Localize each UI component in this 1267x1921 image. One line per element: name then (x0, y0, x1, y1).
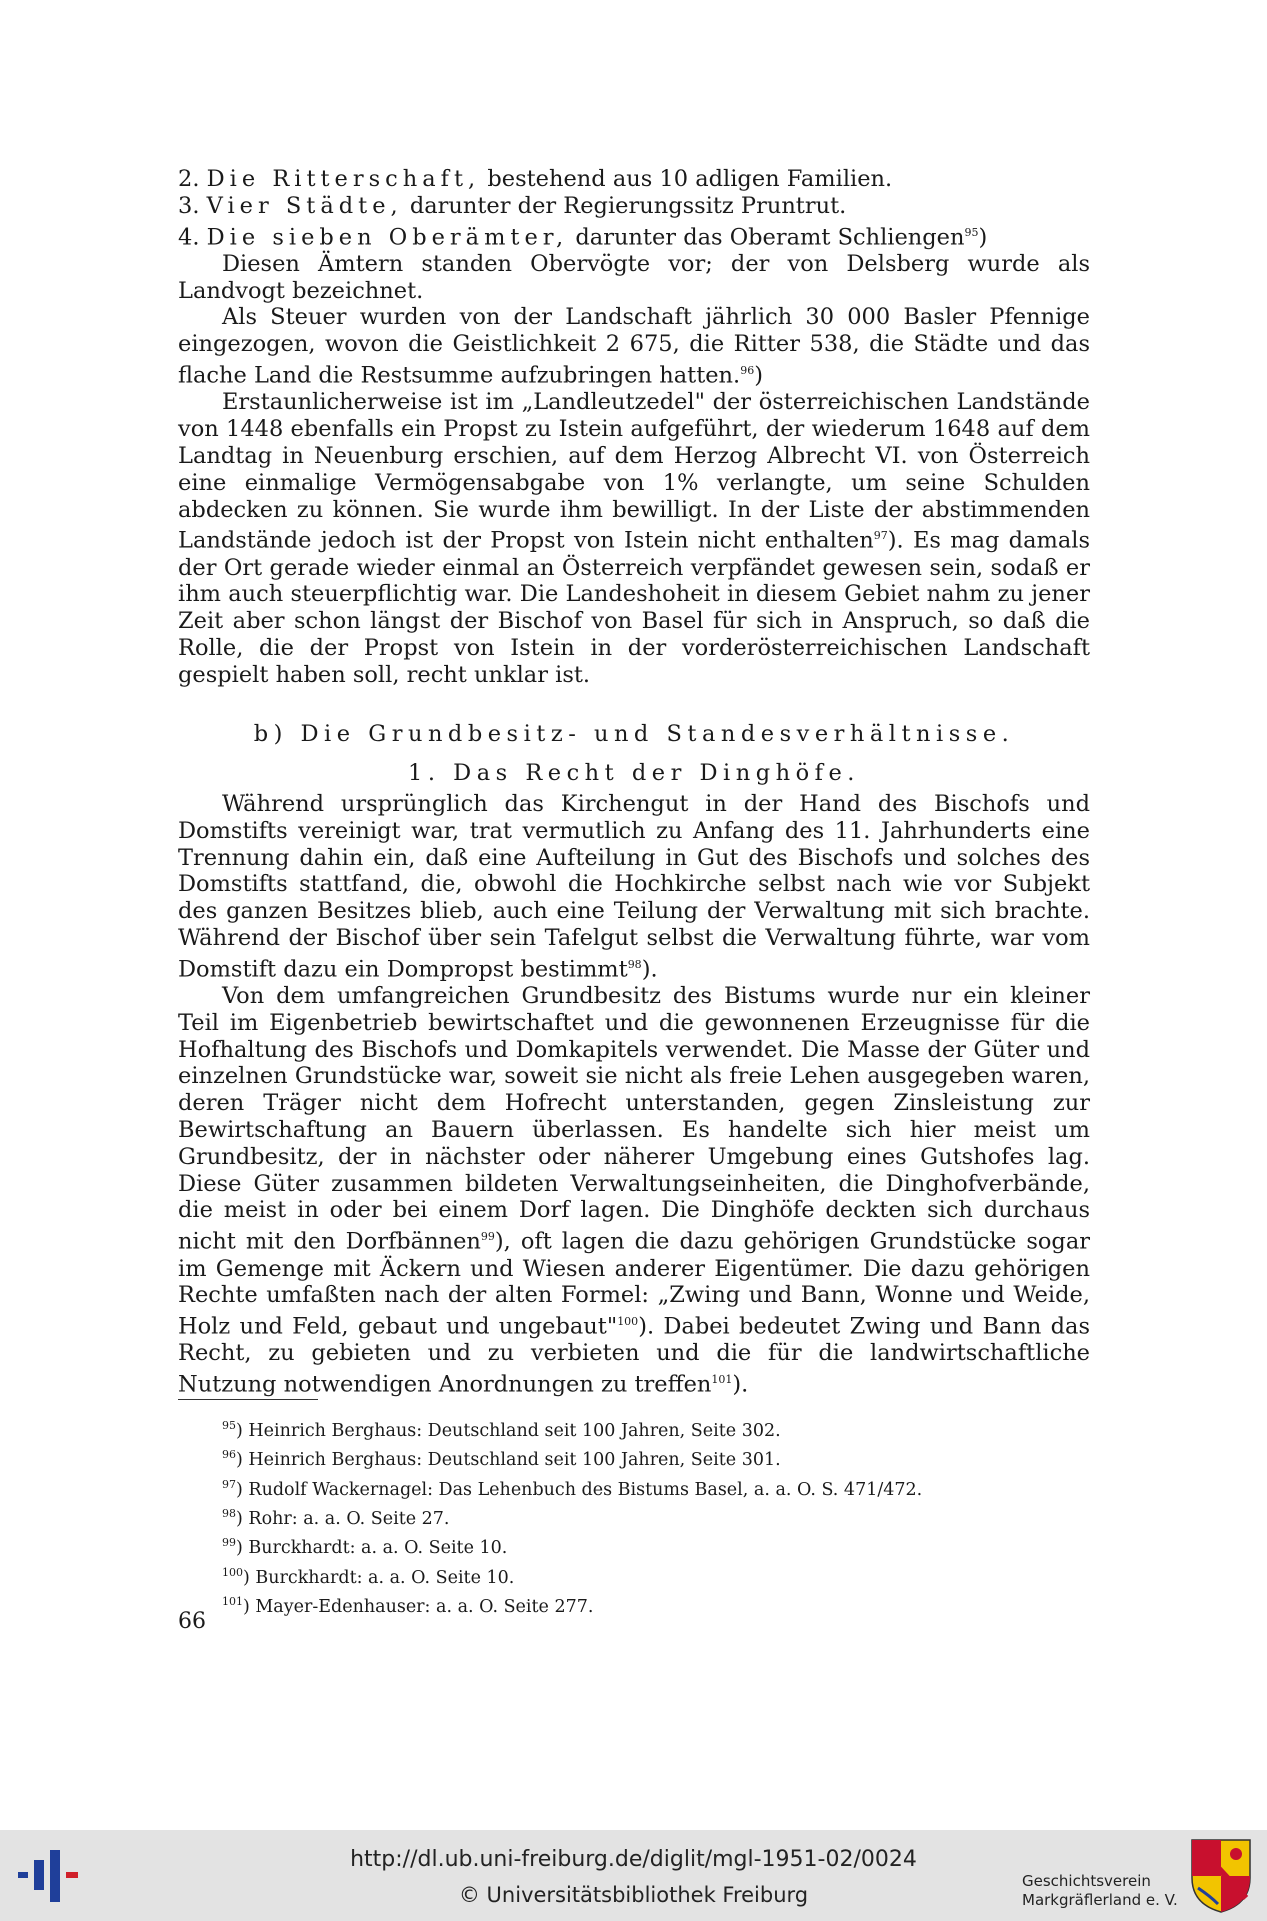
footnote-ref: 101 (711, 1373, 733, 1387)
list-number: 3. (178, 192, 200, 219)
list-term: Die sieben Oberämter, (206, 224, 569, 251)
footnote (222, 1473, 1102, 1502)
list-tail: ) (978, 224, 988, 251)
footnote (222, 1531, 1102, 1560)
paragraph (178, 251, 1090, 305)
paragraph-text: Von dem umfangreichen Grundbesitz des Bistums wurde nur ein kleiner Teil im Eigenbetrieb bewirtschaftet und die gewonnenen Erzeugnisse für die Hofhaltung des Bischofs und Domkapitels verwendet. Die Masse der Güter und einzelnen Grundstücke war, soweit sie nicht als freie Lehen ausgegeben waren, deren Träger nicht dem Hofrecht unterstanden, gegen Zinsleistung zur Bewirtschaftung an Bauern überlassen. Es handelte sich hier meist um Grundbesitz, der in nächster oder näherer Umgebung eines Gutshofes lag. Diese Güter zusammen bildeten Verwaltungseinheiten, die Dinghofverbände, die meist in oder bei einem Dorf lagen. Die Dinghöfe deckten sich durchaus nicht mit den Dorfbännen (178, 983, 1090, 1255)
list-text: darunter das Oberamt Schliengen (568, 224, 965, 251)
paragraph-tail: ) (754, 362, 763, 389)
paragraph-tail: ), oft lagen die dazu gehörigen Grundstücke sogar im Gemenge mit Äckern und Wiesen anderer Eigentümer. Die dazu gehörigen Rechte umfaßten nach der alten Formel: „Zwing und Bann, Wonne und Weide, Holz und Feld, gebaut und ungebaut" (178, 1228, 1090, 1340)
list-number: 4. (178, 224, 200, 251)
footnote (222, 1502, 1102, 1531)
footnote-ref: 97 (873, 529, 888, 543)
footnote-divider (178, 1399, 318, 1400)
page-number: 66 (178, 1609, 206, 1634)
list-text: darunter der Regierungssitz Pruntrut. (402, 192, 847, 219)
paragraph-text: Während ursprünglich das Kirchengut in der Hand des Bischofs und Domstifts vereinigt war, trat vermutlich zu Anfang des 11. Jahrhunderts eine Trennung dahin ein, daß eine Aufteilung in Gut des Bischofs und solches des Domstifts stattfand, die, obwohl die Hochkirche selbst nach wie vor Subjekt des ganzen Besitzes blieb, auch eine Teilung der Verwaltung mit sich brachte. Während der Bischof über sein Tafelgut selbst die Verwaltung führte, war vom Domstift dazu ein Dompropst bestimmt (178, 791, 1090, 983)
paragraph-text: Erstaunlicherweise ist im „Landleutzedel" der österreichischen Landstände von 1448 ebenfalls ein Propst zu Istein aufgeführt, der wiederum 1648 auf dem Landtag in Neuenburg erschien, auf dem Herzog Albrecht VI. von Österreich eine einmalige Vermögensabgabe von 1% verlangte, um seine Schulden abdecken zu können. Sie wurde ihm bewilligt. In der Liste der abstimmenden Landstände jedoch ist der Propst von Istein nicht enthalten (178, 389, 1090, 554)
footnote-ref: 95 (964, 225, 979, 239)
paragraph (178, 791, 1090, 983)
section-heading: b) Die Grundbesitz- und Standesverhältnisse. (253, 721, 1015, 747)
footnote-ref: 100 (617, 1315, 639, 1329)
footnote-text: ) Rohr: a. a. O. Seite 27. (236, 1508, 450, 1529)
list-item (178, 193, 1090, 220)
footnote-ref: 99 (480, 1230, 495, 1244)
paragraph (178, 983, 1090, 1398)
footnotes (222, 1414, 1102, 1619)
footnote (222, 1443, 1102, 1472)
footnote-number: 95 (222, 1419, 236, 1432)
list-text: bestehend aus 10 adligen Familien. (480, 166, 893, 192)
footnote (222, 1590, 1102, 1619)
footnote-number: 100 (222, 1565, 243, 1579)
paragraph-text: Als Steuer wurden von der Landschaft jährlich 30 000 Basler Pfennige eingezogen, wovon die Geistlichkeit 2 675, die Ritter 538, die Städte und das flache Land die Restsumme aufzubringen hatten. (178, 304, 1090, 389)
association-name (1022, 1872, 1178, 1910)
footnote (222, 1414, 1102, 1443)
footnote-text: ) Heinrich Berghaus: Deutschland seit 100 Jahren, Seite 302. (236, 1420, 781, 1441)
paragraph (178, 304, 1090, 389)
copyright-notice: © Universitätsbibliothek Freiburg (458, 1883, 809, 1907)
footnote-text: ) Mayer-Edenhauser: a. a. O. Seite 277. (243, 1596, 594, 1617)
footnote-number: 96 (222, 1448, 236, 1462)
list-number: 2. (178, 166, 200, 192)
footnote-text: ) Heinrich Berghaus: Deutschland seit 100 Jahren, Seite 301. (236, 1450, 781, 1471)
list-term: Die Ritterschaft, (206, 166, 481, 192)
list-item (178, 166, 1090, 193)
footnote-number: 101 (222, 1594, 243, 1608)
footnote-number: 98 (222, 1506, 236, 1520)
enumeration-list (178, 166, 1090, 689)
list-term: Vier Städte, (206, 192, 403, 219)
coat-of-arms-icon (1190, 1838, 1252, 1914)
footnote-text: ) Burckhardt: a. a. O. Seite 10. (236, 1538, 508, 1559)
footnote-ref: 98 (627, 957, 642, 971)
footnote-number: 97 (222, 1477, 236, 1491)
permalink-url[interactable]: http://dl.ub.uni-freiburg.de/diglit/mgl-1951-02/0024 (350, 1847, 917, 1872)
paragraph-text: Diesen Ämtern standen Obervögte vor; der von Delsberg wurde als Landvogt bezeichnet. (178, 250, 1090, 304)
association-line: Geschichtsverein (1022, 1872, 1151, 1890)
paragraph-tail: ). Dabei bedeutet Zwing und Bann das Recht, zu gebieten und zu verbieten und die für die landwirtschaftliche Nutzung notwendigen Anordnungen zu treffen (178, 1313, 1091, 1398)
footnote-text: ) Burckhardt: a. a. O. Seite 10. (243, 1567, 515, 1588)
paragraph-tail: ). Es mag damals der Ort gerade wieder einmal an Österreich verpfändet gewesen sein, sodaß er ihm auch steuerpflichtig war. Die Landeshoheit in diesem Gebiet nahm zu jener Zeit aber schon längst der Bischof von Basel für sich in Anspruch, so daß die Rolle, die der Propst von Istein in der vorderösterreichischen Landschaft gespielt haben soll, recht unklar ist. (178, 527, 1090, 688)
list-item (178, 220, 1090, 251)
main-text (178, 791, 1090, 1399)
footnote (222, 1561, 1102, 1590)
paragraph (178, 389, 1090, 688)
paragraph-tail: ). (732, 1371, 749, 1398)
paragraph-tail: ). (641, 956, 658, 983)
footnote-text: ) Rudolf Wackernagel: Das Lehenbuch des Bistums Basel, a. a. O. S. 471/472. (236, 1479, 923, 1500)
subsection-heading: 1. Das Recht der Dinghöfe. (408, 760, 860, 786)
association-line: Markgräflerland e. V. (1022, 1891, 1178, 1909)
footnote-number: 99 (222, 1536, 236, 1550)
footnote-ref: 96 (740, 364, 755, 378)
